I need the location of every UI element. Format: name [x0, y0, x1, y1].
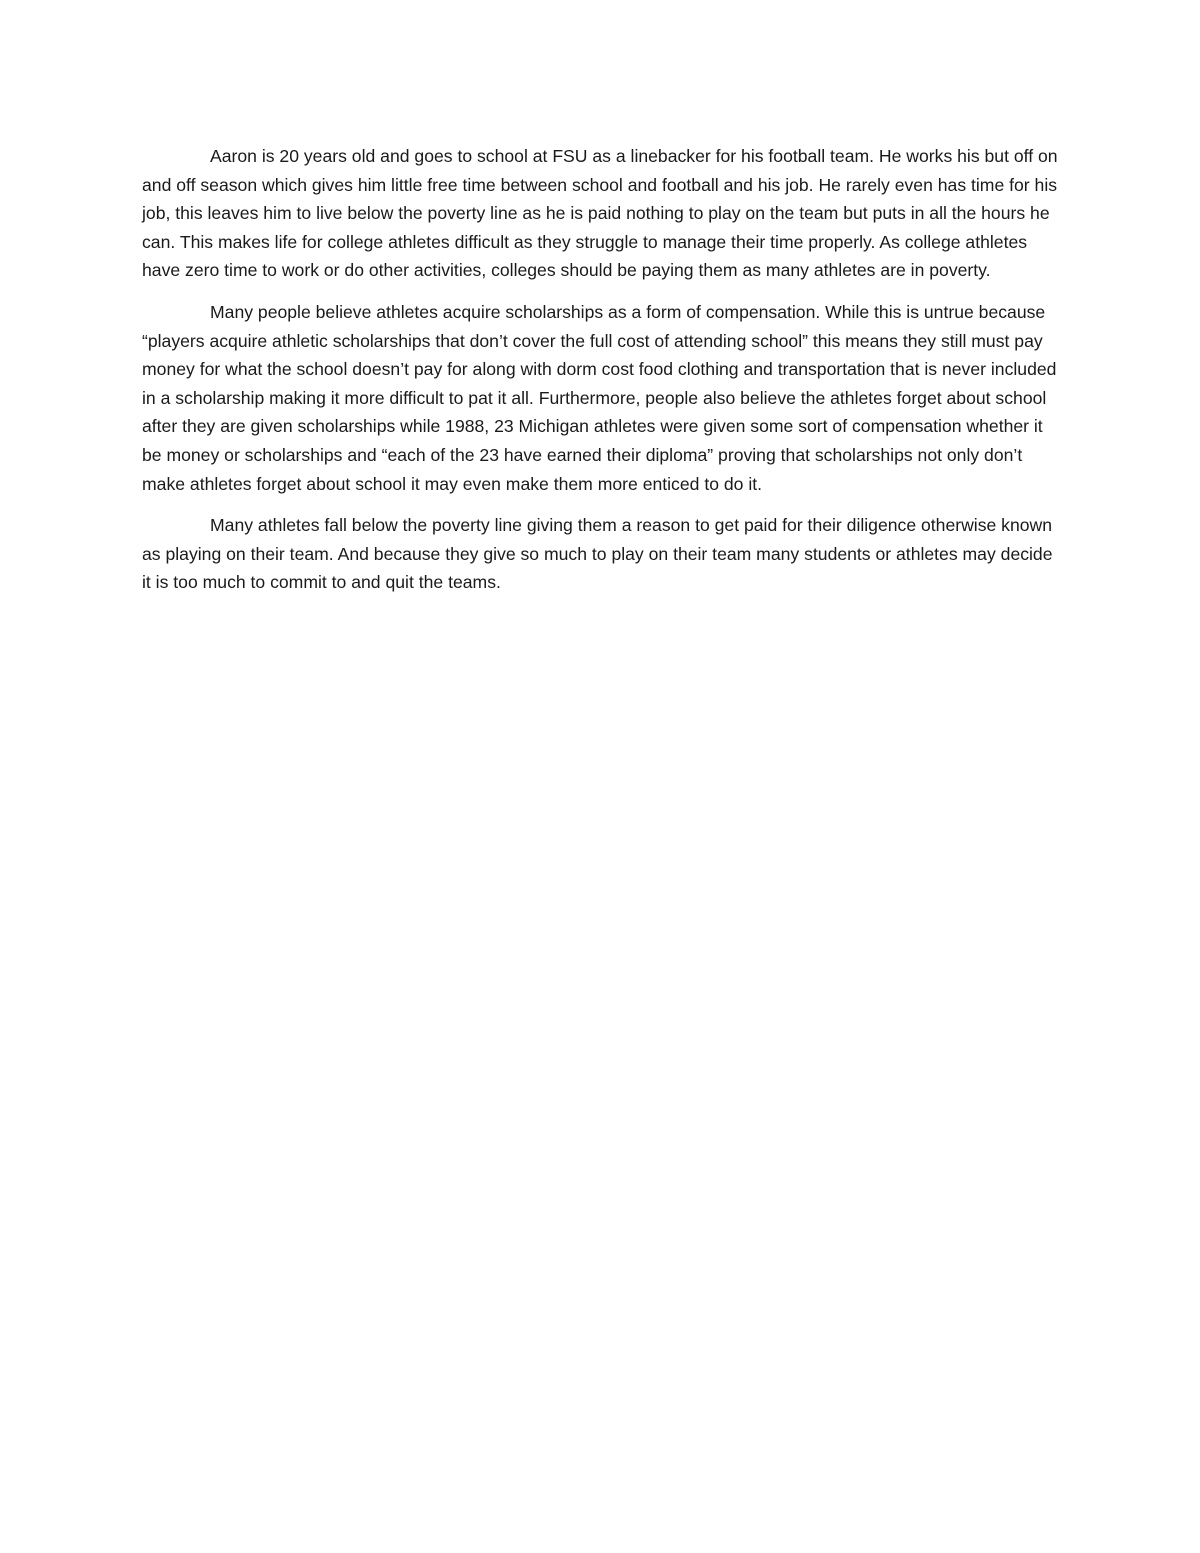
- paragraph-1: Aaron is 20 years old and goes to school at FSU as a linebacker for his football team. He works his but off on and off season which gives him little free time between school and football and his job. He rarely even has time for his job, this leaves him to live below the poverty line as he is paid nothing to play on the team but puts in all the hours he can. This makes life for college athletes difficult as they struggle to manage their time properly. As college athletes have zero time to work or do other activities, colleges should be paying them as many athletes are in poverty.: [142, 146, 1058, 281]
- document-body: [142, 142, 1060, 610]
- paragraph-3: Many athletes fall below the poverty line giving them a reason to get paid for their diligence otherwise known as playing on their team. And because they give so much to play on their team many students or athletes may decide it is too much to commit to and quit the teams.: [142, 515, 1053, 593]
- paragraph-2: Many people believe athletes acquire scholarships as a form of compensation. While this is untrue because “players acquire athletic scholarships that don’t cover the full cost of attending school” this means they still must pay money for what the school doesn’t pay for along with dorm cost food clothing and transportation that is never included in a scholarship making it more difficult to pat it all. Furthermore, people also believe the athletes forget about school after they are given scholarships while 1988, 23 Michigan athletes were given some sort of compensation whether it be money or scholarships and “each of the 23 have earned their diploma” proving that scholarships not only don’t make athletes forget about school it may even make them more enticed to do it.: [142, 301, 1057, 494]
